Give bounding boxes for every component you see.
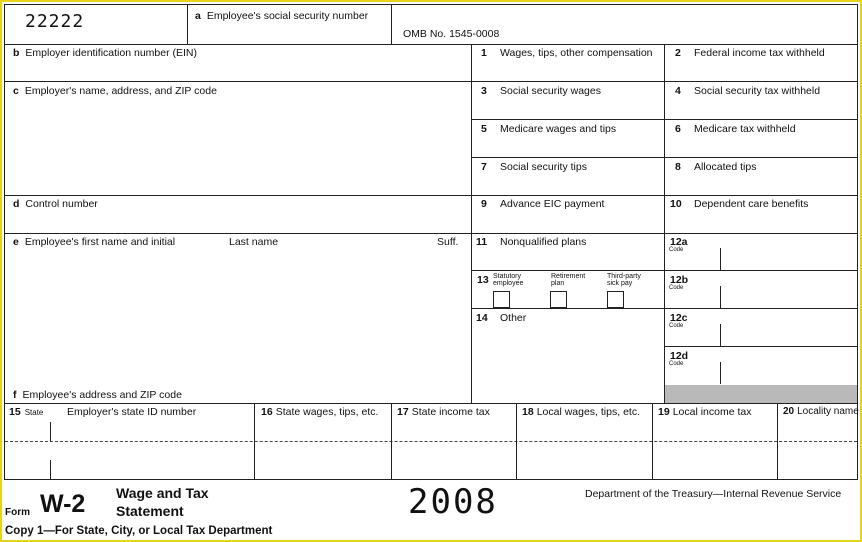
box-9-num: 9: [481, 198, 487, 210]
col-line: [652, 403, 653, 480]
box-19-label: Local income tax: [672, 406, 752, 418]
row-line: [5, 44, 857, 45]
box-16-num: 16: [261, 406, 273, 418]
box-20-label: Locality name: [797, 406, 859, 417]
shaded-area: [665, 385, 857, 403]
code-divider: [720, 248, 721, 270]
col-line: [777, 403, 778, 480]
box-16-label: State wages, tips, etc.: [275, 406, 379, 418]
box-1-num: 1: [481, 47, 487, 59]
box-10-label: Dependent care benefits: [694, 198, 809, 210]
box-9[interactable]: [481, 198, 604, 210]
box-12a-code-label: Code: [669, 247, 684, 253]
state-divider: [50, 422, 51, 441]
box-7-label: Social security tips: [500, 161, 587, 173]
box-4[interactable]: [675, 85, 820, 97]
box-3-num: 3: [481, 85, 487, 97]
box-15-num: 15: [9, 406, 21, 418]
box-e-label: Employee's first name and initial: [24, 236, 176, 248]
box-3-label: Social security wages: [500, 85, 601, 97]
box-18-num: 18: [522, 406, 534, 418]
row-line: [664, 346, 857, 347]
box-8-num: 8: [675, 161, 681, 173]
omb-number: OMB No. 1545-0008: [403, 28, 500, 40]
box-7[interactable]: [481, 161, 587, 173]
box-18-label: Local wages, tips, etc.: [536, 406, 640, 418]
box-b[interactable]: [13, 47, 197, 59]
form-title-line1: Wage and Tax: [116, 485, 209, 501]
tax-year: 2008: [408, 482, 498, 522]
box-6-num: 6: [675, 123, 681, 135]
box-d-letter: d: [13, 198, 20, 210]
form-word: Form: [5, 507, 30, 518]
void-code: 22222: [25, 11, 85, 32]
col-line: [391, 5, 392, 44]
box-13-num: 13: [477, 274, 489, 286]
code-divider: [720, 324, 721, 346]
box-12c-code-label: Code: [669, 323, 684, 329]
box-11-num: 11: [476, 236, 488, 248]
box-5-num: 5: [481, 123, 487, 135]
third-party-sick-pay-checkbox[interactable]: [607, 291, 624, 308]
box-6[interactable]: [675, 123, 796, 135]
box-a-label: Employee's social security number: [206, 10, 369, 22]
box-8-label: Allocated tips: [694, 161, 757, 173]
box-f-label: Employee's address and ZIP code: [22, 389, 182, 401]
box-17[interactable]: [397, 406, 490, 418]
statutory-employee-checkbox[interactable]: [493, 291, 510, 308]
retirement-plan-checkbox[interactable]: [550, 291, 567, 308]
box-9-label: Advance EIC payment: [500, 198, 605, 210]
box-14[interactable]: [476, 312, 526, 324]
col-line: [187, 5, 188, 44]
box-c-label: Employer's name, address, and ZIP code: [24, 85, 217, 97]
box-20-num: 20: [783, 406, 795, 417]
row-line: [5, 81, 857, 82]
box-12c-num[interactable]: 12c: [670, 312, 688, 324]
col-line: [664, 44, 665, 403]
department: Department of the Treasury—Internal Revenue Service: [585, 488, 842, 500]
box-e-letter: e: [13, 236, 19, 248]
box-d-label: Control number: [25, 198, 98, 210]
box-e-suffix: Suff.: [437, 236, 459, 248]
box-19[interactable]: [658, 406, 751, 418]
row-line: [5, 195, 857, 196]
box-b-label: Employer identification number (EIN): [25, 47, 197, 59]
box-d[interactable]: [13, 198, 98, 210]
col-line: [391, 403, 392, 480]
box-b-letter: b: [13, 47, 20, 59]
box-6-label: Medicare tax withheld: [694, 123, 796, 135]
box-16[interactable]: [261, 406, 378, 418]
box-5[interactable]: [481, 123, 616, 135]
box-12b-code-label: Code: [669, 285, 684, 291]
box-19-num: 19: [658, 406, 670, 418]
box-2-label: Federal income tax withheld: [694, 47, 825, 59]
statutory-employee-label: Statutory employee: [493, 273, 524, 287]
box-e-last-name: Last name: [229, 236, 279, 248]
box-18[interactable]: [522, 406, 640, 418]
box-2[interactable]: [675, 47, 825, 59]
box-12a-num[interactable]: 12a: [670, 236, 688, 248]
box-17-label: State income tax: [411, 406, 490, 418]
w2-form: [4, 4, 858, 480]
col-line: [254, 403, 255, 480]
box-e[interactable]: [13, 236, 175, 248]
box-12b-num[interactable]: 12b: [670, 274, 689, 286]
box-14-label: Other: [500, 312, 527, 324]
box-11-label: Nonqualified plans: [500, 236, 587, 248]
dashed-line: [5, 441, 857, 442]
copy-line: Copy 1—For State, City, or Local Tax Department: [5, 525, 273, 537]
state-divider: [50, 460, 51, 480]
box-f[interactable]: [13, 389, 182, 401]
box-a[interactable]: [195, 10, 368, 22]
box-11[interactable]: [476, 236, 586, 248]
row-line: [5, 403, 857, 404]
box-5-label: Medicare wages and tips: [500, 123, 617, 135]
box-1-label: Wages, tips, other compensation: [500, 47, 653, 59]
box-15-state-label: State: [24, 408, 44, 417]
third-party-sick-pay-label: Third-party sick pay: [607, 273, 641, 287]
code-divider: [720, 286, 721, 308]
box-12d-num[interactable]: 12d: [670, 350, 689, 362]
box-2-num: 2: [675, 47, 681, 59]
col-line: [516, 403, 517, 480]
retirement-plan-label: Retirement plan: [551, 273, 586, 287]
box-f-letter: f: [13, 389, 17, 401]
code-divider: [720, 362, 721, 384]
box-a-letter: a: [195, 10, 201, 22]
box-14-num: 14: [476, 312, 488, 324]
box-3[interactable]: [481, 85, 601, 97]
box-c-letter: c: [13, 85, 19, 97]
box-10[interactable]: [670, 198, 808, 210]
box-4-num: 4: [675, 85, 681, 97]
box-15[interactable]: [9, 406, 43, 419]
form-name: W-2: [40, 490, 86, 518]
box-c[interactable]: [13, 85, 217, 97]
box-17-num: 17: [397, 406, 409, 418]
box-8[interactable]: [675, 161, 756, 173]
box-10-num: 10: [670, 198, 682, 210]
box-7-num: 7: [481, 161, 487, 173]
form-title-line2: Statement: [116, 503, 184, 519]
box-15-label: Employer's state ID number: [67, 406, 197, 418]
box-4-label: Social security tax withheld: [694, 85, 821, 97]
box-12d-code-label: Code: [669, 361, 684, 367]
box-1[interactable]: [481, 47, 653, 59]
col-line: [471, 44, 472, 403]
row-line: [5, 233, 857, 234]
box-20[interactable]: [783, 406, 859, 418]
